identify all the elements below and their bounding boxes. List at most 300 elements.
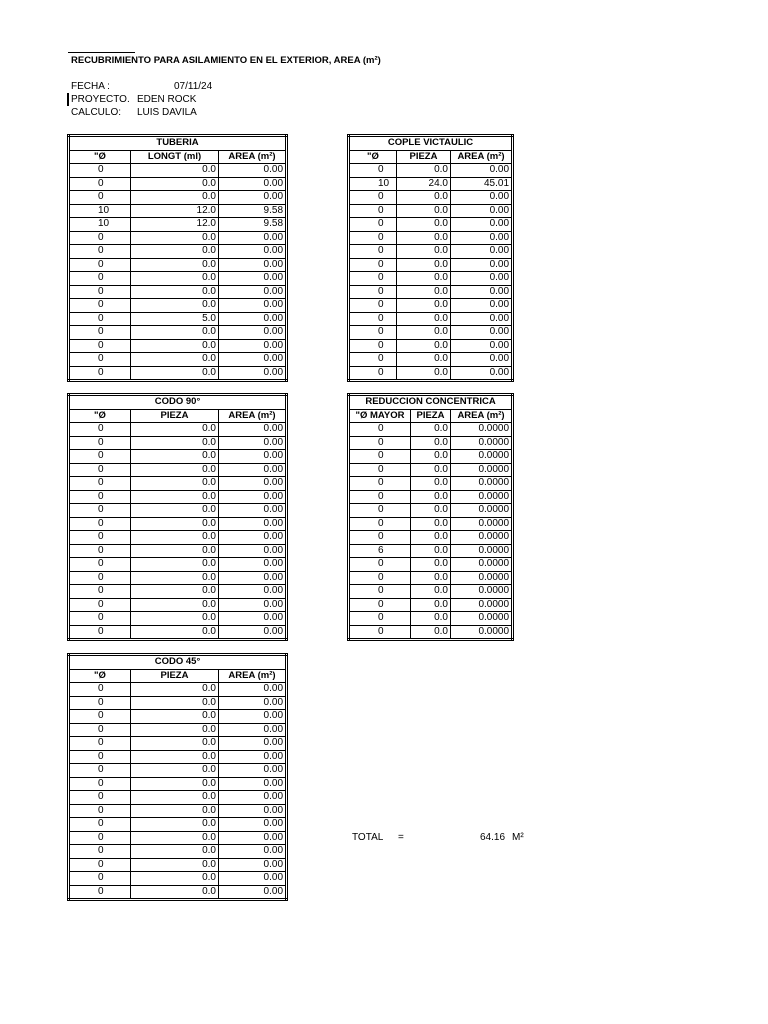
column-header: PIEZA (411, 409, 451, 423)
cell-area: 0.0000 (451, 612, 513, 626)
cell-quantity: 0.0 (131, 191, 219, 205)
cell-diameter: 0 (349, 612, 411, 626)
cell-area: 0.00 (219, 436, 287, 450)
cell-area: 0.00 (219, 490, 287, 504)
table-header-row (349, 150, 513, 164)
cell-area: 0.00 (219, 326, 287, 340)
cell-quantity: 0.0 (397, 272, 451, 286)
cell-quantity: 0.0 (131, 490, 219, 504)
cell-diameter: 0 (349, 436, 411, 450)
cell-quantity: 0.0 (397, 218, 451, 232)
cell-area: 0.00 (219, 164, 287, 178)
table-row (69, 245, 287, 259)
table-row (349, 285, 513, 299)
cell-quantity: 0.0 (397, 299, 451, 313)
proyecto-label: PROYECTO. (71, 94, 130, 105)
cell-diameter: 0 (69, 764, 131, 778)
table-row (69, 885, 287, 900)
cell-diameter: 0 (349, 463, 411, 477)
cell-diameter: 0 (69, 339, 131, 353)
cell-area: 0.00 (451, 164, 513, 178)
cell-diameter: 0 (349, 285, 397, 299)
cell-diameter: 0 (349, 625, 411, 640)
cell-quantity: 0.0 (397, 339, 451, 353)
table-row (69, 571, 287, 585)
cell-quantity: 0.0 (131, 818, 219, 832)
cell-quantity: 0.0 (131, 231, 219, 245)
total-unit: M² (512, 832, 524, 843)
table-row (349, 231, 513, 245)
cell-quantity: 0.0 (397, 231, 451, 245)
cell-diameter: 0 (69, 777, 131, 791)
table-row (69, 164, 287, 178)
table-row (69, 544, 287, 558)
fecha-label: FECHA : (71, 81, 110, 92)
table-row (69, 312, 287, 326)
cell-diameter: 0 (69, 818, 131, 832)
table-title: CODO 45° (69, 655, 287, 670)
cell-area: 0.0000 (451, 585, 513, 599)
table-row (349, 544, 513, 558)
cell-area: 0.00 (219, 517, 287, 531)
cell-diameter: 0 (69, 885, 131, 900)
cell-area: 0.00 (451, 258, 513, 272)
table-row (349, 490, 513, 504)
column-header: AREA (m²) (219, 669, 287, 683)
cell-diameter: 0 (69, 353, 131, 367)
cell-diameter: 0 (349, 326, 397, 340)
cell-diameter: 10 (69, 218, 131, 232)
fecha-value: 07/11/24 (174, 81, 213, 92)
cell-diameter: 0 (69, 612, 131, 626)
cell-quantity: 0.0 (397, 245, 451, 259)
cell-diameter: 0 (349, 450, 411, 464)
table-row (349, 204, 513, 218)
cell-quantity: 0.0 (131, 504, 219, 518)
table-title-row (69, 395, 287, 410)
cell-quantity: 0.0 (131, 845, 219, 859)
column-header: AREA (m²) (219, 150, 287, 164)
cell-quantity: 0.0 (411, 598, 451, 612)
cell-quantity: 0.0 (131, 531, 219, 545)
cell-area: 0.00 (219, 723, 287, 737)
table-row (69, 585, 287, 599)
cell-quantity: 0.0 (411, 477, 451, 491)
cell-diameter: 0 (349, 299, 397, 313)
cell-quantity: 0.0 (411, 585, 451, 599)
table-title: REDUCCION CONCENTRICA (349, 395, 513, 410)
table-row (69, 299, 287, 313)
cell-area: 0.00 (219, 696, 287, 710)
cell-quantity: 0.0 (397, 285, 451, 299)
column-header: AREA (m²) (219, 409, 287, 423)
cell-area: 0.00 (219, 299, 287, 313)
cell-diameter: 0 (349, 558, 411, 572)
table-row (349, 366, 513, 381)
cell-area: 0.00 (451, 191, 513, 205)
cell-quantity: 0.0 (131, 625, 219, 640)
table-header-row (69, 669, 287, 683)
cell-diameter: 0 (69, 544, 131, 558)
table-title: COPLE VICTAULIC (349, 136, 513, 151)
total-equals: = (398, 832, 404, 843)
cell-diameter: 0 (349, 598, 411, 612)
table-row (69, 366, 287, 381)
cell-quantity: 0.0 (131, 463, 219, 477)
cell-area: 0.0000 (451, 436, 513, 450)
table-row (69, 818, 287, 832)
cell-quantity: 0.0 (131, 804, 219, 818)
table-row (69, 231, 287, 245)
table-header-row (349, 409, 513, 423)
cell-area: 0.0000 (451, 423, 513, 437)
cell-area: 0.00 (219, 598, 287, 612)
cell-diameter: 10 (69, 204, 131, 218)
cell-area: 0.00 (219, 285, 287, 299)
table-row (69, 791, 287, 805)
table-row (349, 299, 513, 313)
column-header: AREA (m²) (451, 409, 513, 423)
cell-diameter: 0 (69, 272, 131, 286)
cell-diameter: 0 (349, 517, 411, 531)
cell-quantity: 0.0 (411, 423, 451, 437)
cell-area: 0.00 (219, 612, 287, 626)
cell-area: 0.00 (219, 272, 287, 286)
table-row (349, 312, 513, 326)
cell-diameter: 0 (69, 683, 131, 697)
cell-quantity: 0.0 (131, 450, 219, 464)
cell-area: 0.00 (219, 423, 287, 437)
table-row (69, 683, 287, 697)
cell-area: 0.0000 (451, 531, 513, 545)
table-codo-45 (67, 653, 288, 901)
cell-diameter: 0 (69, 858, 131, 872)
cell-diameter: 0 (69, 450, 131, 464)
cell-diameter: 0 (69, 791, 131, 805)
table-title-row (349, 136, 513, 151)
cell-area: 0.00 (451, 204, 513, 218)
table-title: CODO 90° (69, 395, 287, 410)
cell-diameter: 0 (69, 191, 131, 205)
table-row (349, 245, 513, 259)
table-row (69, 450, 287, 464)
cell-quantity: 0.0 (131, 285, 219, 299)
table-row (69, 598, 287, 612)
table-row (69, 463, 287, 477)
cell-area: 0.00 (219, 764, 287, 778)
table-title-row (69, 655, 287, 670)
cell-diameter: 0 (69, 737, 131, 751)
table-row (69, 326, 287, 340)
column-header: "Ø (69, 409, 131, 423)
table-row (349, 177, 513, 191)
table-row (69, 490, 287, 504)
cell-area: 0.00 (219, 258, 287, 272)
cell-diameter: 0 (69, 463, 131, 477)
cell-area: 0.00 (219, 872, 287, 886)
cell-quantity: 0.0 (131, 696, 219, 710)
cell-area: 0.0000 (451, 517, 513, 531)
cell-quantity: 0.0 (397, 164, 451, 178)
cell-area: 0.00 (219, 804, 287, 818)
column-header: "Ø MAYOR (349, 409, 411, 423)
cell-quantity: 0.0 (131, 245, 219, 259)
cell-diameter: 0 (69, 423, 131, 437)
table-row (69, 710, 287, 724)
column-header: PIEZA (131, 669, 219, 683)
cell-diameter: 10 (349, 177, 397, 191)
cell-quantity: 0.0 (411, 490, 451, 504)
table-tuberia (67, 134, 288, 382)
cell-diameter: 0 (69, 710, 131, 724)
cell-diameter: 0 (69, 571, 131, 585)
cell-area: 0.00 (219, 710, 287, 724)
table-row (349, 571, 513, 585)
cell-diameter: 0 (69, 723, 131, 737)
cell-area: 0.0000 (451, 490, 513, 504)
cell-diameter: 0 (69, 299, 131, 313)
cell-area: 0.00 (219, 858, 287, 872)
table-row (69, 339, 287, 353)
cell-quantity: 0.0 (131, 423, 219, 437)
cell-quantity: 0.0 (131, 272, 219, 286)
table-row (349, 598, 513, 612)
cell-diameter: 0 (69, 872, 131, 886)
cell-quantity: 0.0 (411, 544, 451, 558)
table-row (349, 191, 513, 205)
cell-area: 0.00 (219, 558, 287, 572)
table-row (69, 218, 287, 232)
cell-diameter: 0 (349, 272, 397, 286)
table-row (349, 339, 513, 353)
cell-diameter: 6 (349, 544, 411, 558)
cell-diameter: 0 (349, 353, 397, 367)
column-header: "Ø (349, 150, 397, 164)
cell-area: 0.00 (219, 339, 287, 353)
cell-area: 0.00 (219, 777, 287, 791)
table-row (69, 558, 287, 572)
table-row (349, 625, 513, 640)
cell-quantity: 0.0 (411, 517, 451, 531)
cell-area: 0.00 (219, 845, 287, 859)
cell-area: 0.00 (219, 885, 287, 900)
column-header: AREA (m²) (451, 150, 513, 164)
cell-area: 0.0000 (451, 463, 513, 477)
table-row (349, 450, 513, 464)
table-row (69, 272, 287, 286)
table-row (69, 285, 287, 299)
cell-diameter: 0 (349, 258, 397, 272)
table-row (69, 723, 287, 737)
cell-quantity: 0.0 (131, 791, 219, 805)
column-header: "Ø (69, 669, 131, 683)
cell-quantity: 0.0 (397, 191, 451, 205)
cell-quantity: 0.0 (131, 571, 219, 585)
cell-diameter: 0 (349, 231, 397, 245)
table-row (69, 750, 287, 764)
cell-area: 0.00 (451, 326, 513, 340)
cell-quantity: 0.0 (131, 258, 219, 272)
table-row (69, 696, 287, 710)
cell-diameter: 0 (349, 339, 397, 353)
cell-area: 0.0000 (451, 477, 513, 491)
table-row (349, 477, 513, 491)
table-row (69, 353, 287, 367)
table-row (349, 463, 513, 477)
cell-area: 9.58 (219, 218, 287, 232)
cell-area: 0.00 (451, 353, 513, 367)
table-row (69, 845, 287, 859)
table-row (349, 218, 513, 232)
page-title: RECUBRIMIENTO PARA ASILAMIENTO EN EL EXTERIOR, AREA (m²) (71, 55, 381, 66)
total-value: 64.16 (480, 832, 506, 843)
cell-area: 0.00 (219, 544, 287, 558)
cell-area: 0.00 (451, 245, 513, 259)
table-row (69, 504, 287, 518)
table-reduccion-concentrica (347, 393, 514, 641)
cell-quantity: 24.0 (397, 177, 451, 191)
cell-diameter: 0 (69, 285, 131, 299)
table-row (69, 204, 287, 218)
cell-diameter: 0 (69, 625, 131, 640)
cell-quantity: 0.0 (131, 353, 219, 367)
cell-area: 0.00 (219, 531, 287, 545)
cell-diameter: 0 (349, 312, 397, 326)
cell-diameter: 0 (69, 245, 131, 259)
cell-quantity: 0.0 (131, 831, 219, 845)
cell-diameter: 0 (349, 585, 411, 599)
cell-area: 0.0000 (451, 504, 513, 518)
total-label: TOTAL (352, 832, 384, 843)
column-header: LONGT (ml) (131, 150, 219, 164)
cell-diameter: 0 (69, 312, 131, 326)
cell-area: 0.00 (451, 218, 513, 232)
cell-area: 0.00 (451, 366, 513, 381)
cell-cursor-mark (67, 93, 69, 106)
cell-diameter: 0 (69, 258, 131, 272)
cell-area: 0.00 (219, 791, 287, 805)
table-header-row (69, 150, 287, 164)
cell-quantity: 0.0 (131, 764, 219, 778)
table-row (69, 764, 287, 778)
cell-quantity: 0.0 (131, 366, 219, 381)
table-row (349, 272, 513, 286)
table-row (69, 872, 287, 886)
table-title-row (349, 395, 513, 410)
calculo-value: LUIS DAVILA (137, 107, 197, 118)
table-row (69, 258, 287, 272)
cell-diameter: 0 (69, 517, 131, 531)
column-header: PIEZA (397, 150, 451, 164)
cell-diameter: 0 (69, 585, 131, 599)
cell-area: 0.00 (219, 571, 287, 585)
cell-diameter: 0 (69, 831, 131, 845)
cell-quantity: 0.0 (397, 366, 451, 381)
cell-area: 9.58 (219, 204, 287, 218)
cell-quantity: 0.0 (411, 612, 451, 626)
cell-area: 0.00 (219, 477, 287, 491)
cell-quantity: 0.0 (411, 558, 451, 572)
cell-area: 0.00 (451, 285, 513, 299)
table-row (69, 531, 287, 545)
cell-diameter: 0 (349, 490, 411, 504)
table-row (349, 353, 513, 367)
cell-area: 0.00 (219, 625, 287, 640)
table-row (69, 517, 287, 531)
cell-quantity: 0.0 (131, 858, 219, 872)
cell-quantity: 0.0 (131, 164, 219, 178)
cell-diameter: 0 (349, 531, 411, 545)
cell-diameter: 0 (349, 477, 411, 491)
cell-area: 0.00 (451, 339, 513, 353)
cell-area: 0.00 (219, 450, 287, 464)
cell-quantity: 0.0 (411, 571, 451, 585)
cell-diameter: 0 (69, 598, 131, 612)
table-row (349, 258, 513, 272)
cell-diameter: 0 (69, 558, 131, 572)
table-row (349, 517, 513, 531)
cell-diameter: 0 (349, 571, 411, 585)
table-row (69, 858, 287, 872)
cell-diameter: 0 (69, 845, 131, 859)
table-row (69, 423, 287, 437)
cell-quantity: 0.0 (397, 312, 451, 326)
table-row (349, 612, 513, 626)
cell-diameter: 0 (69, 436, 131, 450)
cell-diameter: 0 (69, 696, 131, 710)
cell-quantity: 0.0 (131, 517, 219, 531)
cell-quantity: 12.0 (131, 204, 219, 218)
table-row (69, 477, 287, 491)
cell-quantity: 0.0 (411, 463, 451, 477)
cell-area: 0.00 (451, 312, 513, 326)
cell-diameter: 0 (69, 477, 131, 491)
cell-quantity: 0.0 (131, 612, 219, 626)
cell-quantity: 0.0 (131, 777, 219, 791)
table-row (349, 585, 513, 599)
cell-area: 0.00 (451, 299, 513, 313)
cell-quantity: 0.0 (131, 558, 219, 572)
table-row (349, 164, 513, 178)
table-row (69, 436, 287, 450)
cell-area: 0.00 (219, 585, 287, 599)
table-row (349, 558, 513, 572)
cell-quantity: 0.0 (131, 477, 219, 491)
cell-diameter: 0 (69, 164, 131, 178)
cell-diameter: 0 (349, 245, 397, 259)
cell-diameter: 0 (69, 504, 131, 518)
cell-quantity: 0.0 (131, 885, 219, 900)
table-row (69, 737, 287, 751)
cell-diameter: 0 (69, 750, 131, 764)
cell-area: 0.00 (219, 231, 287, 245)
cell-area: 0.00 (451, 231, 513, 245)
cell-quantity: 0.0 (411, 625, 451, 640)
cell-quantity: 0.0 (131, 723, 219, 737)
cell-diameter: 0 (69, 177, 131, 191)
cell-quantity: 0.0 (131, 339, 219, 353)
proyecto-value: EDEN ROCK (137, 94, 197, 105)
cell-area: 0.00 (219, 818, 287, 832)
cell-area: 0.00 (219, 504, 287, 518)
cell-diameter: 0 (349, 366, 397, 381)
cell-quantity: 0.0 (131, 436, 219, 450)
table-title: TUBERIA (69, 136, 287, 151)
table-title-row (69, 136, 287, 151)
column-header: "Ø (69, 150, 131, 164)
cell-quantity: 0.0 (131, 872, 219, 886)
cell-area: 0.0000 (451, 450, 513, 464)
